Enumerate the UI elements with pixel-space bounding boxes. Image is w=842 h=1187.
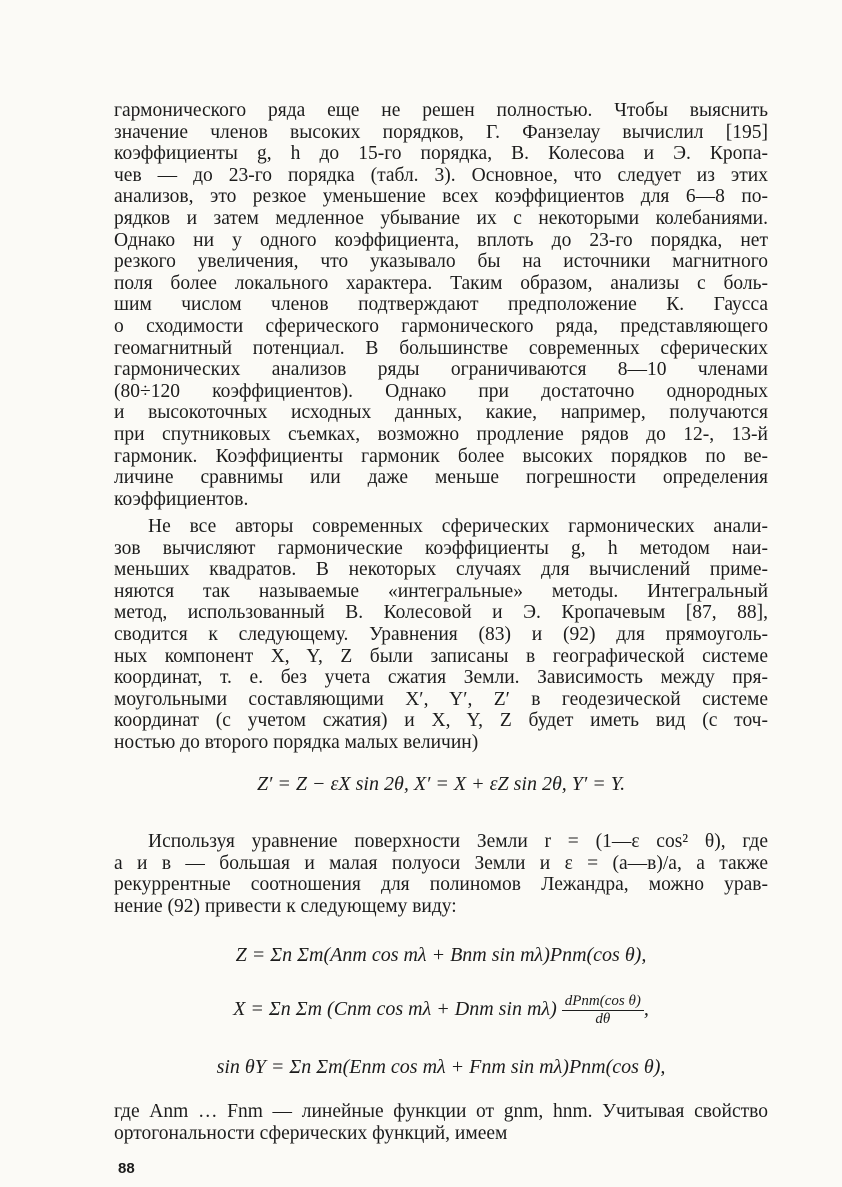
text-line: зов вычисляют гармонические коэффициенты g, h методом наи- xyxy=(114,537,768,559)
text-line: коэффициентов. xyxy=(114,488,249,510)
paragraph-2 xyxy=(114,516,768,754)
text-line: меньших квадратов. В некоторых случаях для вычислений приме- xyxy=(114,559,768,581)
text-line: чев — до 23-го порядка (табл. 3). Основное, что следует из этих xyxy=(114,164,768,186)
text-line: сводится к следующему. Уравнения (83) и (92) для прямоуголь- xyxy=(114,623,768,645)
formula-x-component: X = Σn Σm (Cnm cos mλ + Dnm sin mλ) $\frac{\text{dPnm(cos θ)}}{d\theta}$ , xyxy=(233,993,649,1027)
formula-ellipsoid-transform: Z′ = Z − εX sin 2θ, X′ = X + εZ sin 2θ, Y′ = Y. xyxy=(256,773,626,795)
text-line: Не все авторы современных сферических гармонических анали- xyxy=(148,516,768,537)
text-line: a и в — большая и малая полуоси Земли и ε = (a—в)/a, а также xyxy=(114,852,768,874)
text-line: ностью до второго порядка малых величин) xyxy=(114,731,479,753)
text-line: рекуррентные соотношения для полиномов Лежандра, можно урав- xyxy=(114,874,768,896)
text-line: поля более локального характера. Таким образом, анализы с боль- xyxy=(114,272,768,294)
formula-x-numerator: dPnm(cos θ) xyxy=(562,993,644,1011)
text-line: рядков и затем медленное убывание их с некоторыми колебаниями. xyxy=(114,207,768,229)
text-line: координат (с учетом сжатия) и X, Y, Z будет иметь вид (с точ- xyxy=(114,710,768,732)
text-line: и высокоточных исходных данных, какие, например, получаются xyxy=(114,402,768,424)
formula-x-fraction xyxy=(562,993,644,1028)
text-line: где Anm … Fnm — линейные функции от gnm, hnm. Учитывая свойство xyxy=(114,1101,768,1122)
text-line: анализов, это резкое уменьшение всех коэффициентов для 6—8 по- xyxy=(114,186,768,208)
text-line: моугольными составляющими X′, Y′, Z′ в геодезической системе xyxy=(114,688,768,710)
text-line: при спутниковых съемках, возможно продление рядов до 12-, 13-й xyxy=(114,423,768,445)
formula-z-component: Z = Σn Σm(Anm cos mλ + Bnm sin mλ)Pnm(cos θ), xyxy=(235,944,647,966)
text-line: гармонических анализов ряды ограничиваются 8—10 членами xyxy=(114,359,768,381)
text-line: (80÷120 коэффициентов). Однако при достаточно однородных xyxy=(114,380,768,402)
text-line: ных компонент X, Y, Z были записаны в географической системе xyxy=(114,645,768,667)
text-line: шим числом членов подтверждают предположение К. Гаусса xyxy=(114,294,768,316)
text-line: о сходимости сферического гармонического ряда, представляющего xyxy=(114,315,768,337)
text-line: геомагнитный потенциал. В большинстве современных сферических xyxy=(114,337,768,359)
text-line: значение членов высоких порядков, Г. Фанзелау вычислил [195] xyxy=(114,121,768,143)
text-line: координат, т. е. без учета сжатия Земли. Зависимость между пря- xyxy=(114,667,768,689)
page-number: 88 xyxy=(118,1160,135,1177)
text-line: няются так называемые «интегральные» методы. Интегральный xyxy=(114,580,768,602)
text-line: ортогональности сферических функций, имеем xyxy=(114,1122,508,1144)
text-line: резкого увеличения, что указывало бы на источники магнитного xyxy=(114,251,768,273)
text-line: личине сравнимы или даже меньше погрешности определения xyxy=(114,467,768,489)
text-line: гармонического ряда еще не решен полностью. Чтобы выяснить xyxy=(114,100,768,121)
text-line: Однако ни у одного коэффициента, вплоть до 23-го порядка, нет xyxy=(114,229,768,251)
text-line: Используя уравнение поверхности Земли r = (1—ε cos² θ), где xyxy=(148,831,768,852)
paragraph-1 xyxy=(114,100,768,510)
text-line: гармоник. Коэффициенты гармоник более высоких порядков по ве- xyxy=(114,445,768,467)
formula-y-component: sin θY = Σn Σm(Enm cos mλ + Fnm sin mλ)Pnm(cos θ), xyxy=(216,1056,666,1078)
text-line: коэффициенты g, h до 15-го порядка, В. Колесова и Э. Кропа- xyxy=(114,143,768,165)
formula-x-denominator: dθ xyxy=(595,1011,611,1027)
text-line: нение (92) привести к следующему виду: xyxy=(114,895,457,917)
paragraph-3 xyxy=(114,831,768,917)
formula-x-left: X = Σn Σm (Cnm cos mλ + Dnm sin mλ) xyxy=(233,998,557,1021)
text-line: метод, использованный В. Колесовой и Э. Кропачевым [87, 88], xyxy=(114,602,768,624)
paragraph-4 xyxy=(114,1101,768,1144)
